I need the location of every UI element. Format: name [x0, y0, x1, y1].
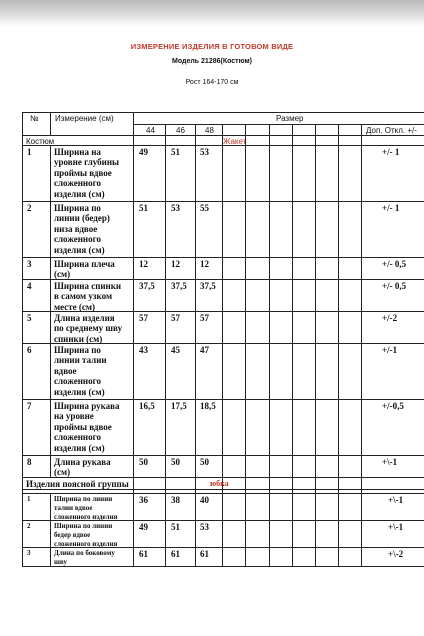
header-size: Размер — [276, 114, 304, 123]
value-size-48: 37,5 — [200, 281, 216, 291]
row-label-line: Ширина по — [54, 203, 101, 213]
row-label-line: (см) — [54, 467, 71, 478]
value-tolerance: +/-1 — [382, 345, 398, 355]
value-tolerance: +/- 1 — [382, 203, 400, 213]
row-number: 1 — [27, 495, 31, 503]
size-48: 48 — [205, 126, 214, 135]
row-label-line: Ширина по линии — [54, 522, 113, 530]
row-label-line: Ширина спинки — [54, 281, 122, 291]
header-tolerance: Доп. Откл. +/- — [366, 126, 417, 135]
value-size-48: 53 — [200, 147, 209, 157]
row-label-line: Ширина на — [54, 147, 101, 157]
row-label-line: сложенного — [54, 432, 101, 443]
row-label-line: Ширина рукава — [54, 401, 120, 411]
row-number: 1 — [27, 147, 32, 157]
row-label-line: сложенного изделия — [54, 540, 118, 548]
value-tolerance: +/-0,5 — [382, 401, 404, 411]
value-size-46: 12 — [171, 259, 180, 269]
value-size-46: 38 — [171, 495, 180, 505]
value-tolerance: +\-2 — [388, 549, 404, 559]
section-waist-group-label: Изделия поясной группы — [26, 479, 129, 489]
row-label-line: Длина по боковому — [54, 549, 115, 557]
value-size-46: 45 — [171, 345, 180, 355]
row-number: 8 — [27, 457, 32, 467]
value-size-46: 51 — [171, 147, 180, 157]
value-size-44: 43 — [139, 345, 148, 355]
row-label-line: в самом узком — [54, 291, 113, 302]
value-size-44: 51 — [139, 203, 148, 213]
value-size-46: 57 — [171, 313, 180, 323]
size-46: 46 — [176, 126, 185, 135]
value-size-46: 53 — [171, 203, 180, 213]
section-jacket-label: Жакет — [223, 137, 247, 146]
row-label-line: по среднему шву — [54, 323, 123, 334]
row-label-line: линии талии — [54, 355, 107, 366]
row-number: 7 — [27, 401, 32, 411]
value-size-44: 61 — [139, 549, 148, 559]
value-tolerance: +\-1 — [382, 457, 398, 467]
row-label-line: талии вдвое — [54, 504, 93, 512]
value-size-46: 61 — [171, 549, 180, 559]
value-size-48: 53 — [200, 522, 209, 532]
row-label-line: изделия (см) — [54, 188, 105, 199]
value-tolerance: +/-2 — [382, 313, 398, 323]
row-label-line: Длина изделия — [54, 313, 115, 323]
row-label-line: (см) — [54, 269, 71, 280]
value-size-48: 12 — [200, 259, 209, 269]
value-size-48: 61 — [200, 549, 209, 559]
row-number: 3 — [27, 259, 32, 269]
row-label-line: бедер вдвое — [54, 531, 91, 539]
value-size-48: 55 — [200, 203, 209, 213]
value-size-46: 37,5 — [171, 281, 187, 291]
row-label-line: сложенного — [54, 376, 101, 387]
value-size-44: 16,5 — [139, 401, 155, 411]
model-line: Модель 21286(Костюм) — [171, 58, 252, 65]
value-size-48: 50 — [200, 457, 209, 467]
value-size-44: 37,5 — [139, 281, 155, 291]
value-tolerance: +/- 0,5 — [382, 259, 407, 269]
size-44: 44 — [146, 126, 155, 135]
value-size-48: 40 — [200, 495, 209, 505]
row-label-line: изделия (см) — [54, 442, 105, 453]
value-tolerance: +\-1 — [388, 495, 404, 505]
row-label-line: Ширина по линии — [54, 495, 113, 503]
row-label-line: вдвое — [54, 365, 77, 376]
row-label-line: изделия (см) — [54, 386, 105, 397]
value-size-44: 50 — [139, 457, 148, 467]
row-label-line: проймы вдвое — [54, 167, 112, 178]
value-size-44: 57 — [139, 313, 148, 323]
value-tolerance: +\-1 — [388, 522, 404, 532]
row-label-line: сложенного — [54, 234, 101, 245]
document-title: ИЗМЕРЕНИЕ ИЗДЕЛИЯ В ГОТОВОМ ВИДЕ — [130, 42, 294, 51]
row-label-line: изделия (см) — [54, 244, 105, 255]
height-line: Рост 164-170 см — [185, 79, 239, 86]
value-size-46: 50 — [171, 457, 180, 467]
row-label-line: спинки (см) — [54, 333, 103, 344]
value-tolerance: +/- 1 — [382, 147, 400, 157]
row-label-line: месте (см) — [54, 301, 96, 312]
value-size-44: 49 — [139, 522, 148, 532]
value-size-46: 51 — [171, 522, 180, 532]
row-label-line: низа вдвое — [54, 223, 98, 234]
value-size-44: 12 — [139, 259, 148, 269]
row-label-line: проймы вдвое — [54, 421, 112, 432]
header-measurement: Измерение (см) — [55, 114, 114, 123]
header-number: № — [30, 114, 39, 123]
photo-top-shadow — [0, 0, 424, 26]
value-size-48: 47 — [200, 345, 209, 355]
row-label-line: сложенного изделия — [54, 513, 118, 521]
section-skirt-label: юбка — [210, 479, 229, 488]
row-number: 5 — [27, 313, 32, 323]
row-label-line: сложенного — [54, 178, 101, 189]
row-label-line: на уровне — [54, 411, 94, 422]
row-number: 2 — [27, 522, 31, 530]
value-size-46: 17,5 — [171, 401, 187, 411]
row-number: 2 — [27, 203, 32, 213]
row-number: 4 — [27, 281, 32, 291]
row-number: 6 — [27, 345, 32, 355]
row-label-line: шву — [54, 558, 67, 566]
row-label-line: Ширина по — [54, 345, 101, 355]
value-size-44: 36 — [139, 495, 148, 505]
value-size-48: 18,5 — [200, 401, 216, 411]
value-size-48: 57 — [200, 313, 209, 323]
row-number: 3 — [27, 549, 31, 557]
section-suit-label: Костюм — [26, 137, 55, 146]
value-tolerance: +/- 0,5 — [382, 281, 407, 291]
row-label-line: уровне глубины — [54, 157, 120, 168]
row-label-line: Ширина плеча — [54, 259, 115, 269]
row-label-line: линии (бедер) — [54, 213, 110, 224]
row-label-line: Длина рукава — [54, 457, 111, 467]
value-size-44: 49 — [139, 147, 148, 157]
